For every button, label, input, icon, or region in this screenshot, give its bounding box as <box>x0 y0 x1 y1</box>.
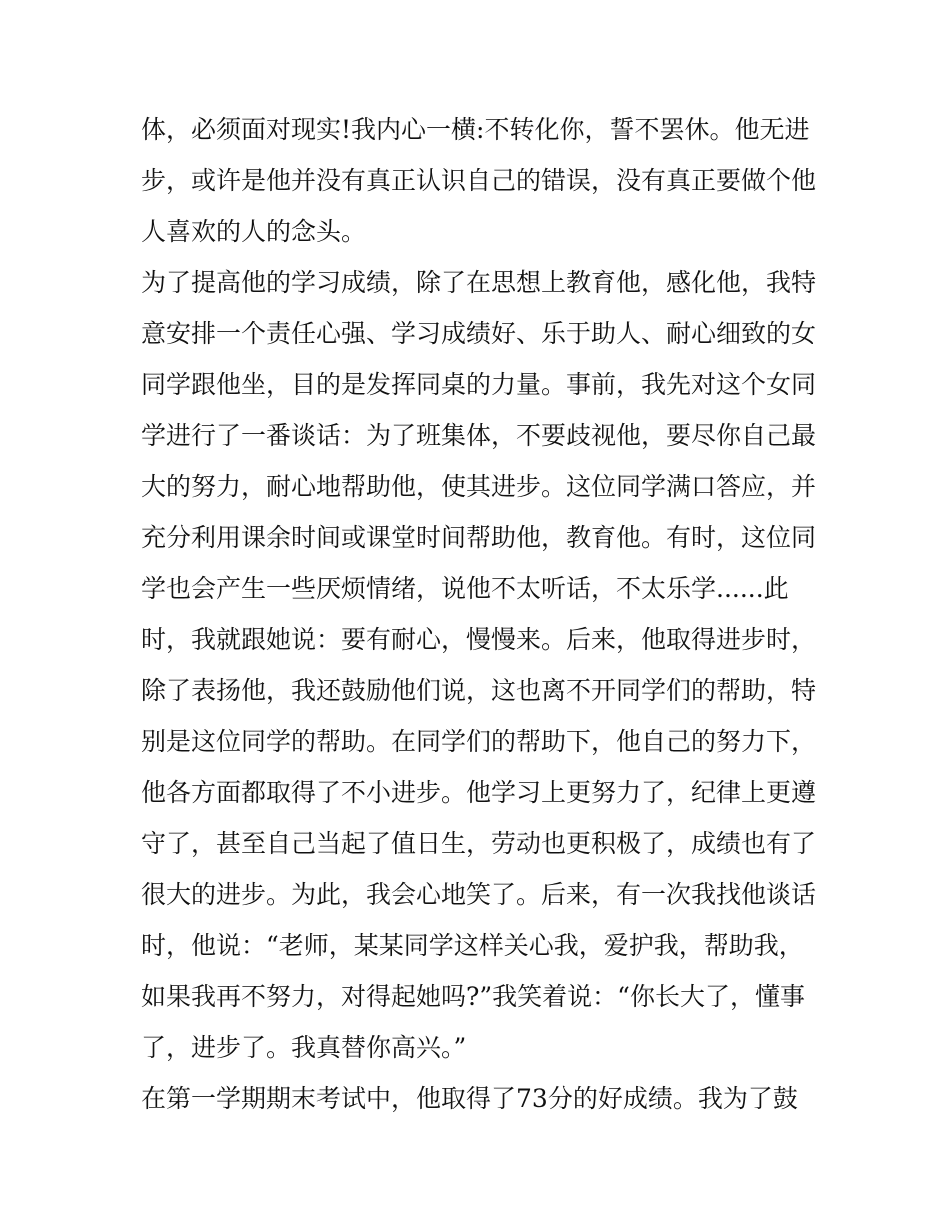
text-line: 意安排一个责任心强、学习成绩好、乐于助人、耐心细致的女 <box>141 319 817 348</box>
text-line: 同学跟他坐，目的是发挥同桌的力量。事前，我先对这个女同 <box>141 370 817 399</box>
text-line: 学进行了一番谈话：为了班集体，不要歧视他，要尽你自己最 <box>141 421 817 450</box>
text-line: 守了，甚至自己当起了值日生，劳动也更积极了，成绩也有了 <box>141 829 817 858</box>
text-line: 步，或许是他并没有真正认识自己的错误，没有真正要做个他 <box>141 166 817 195</box>
text-line: 如果我再不努力，对得起她吗?”我笑着说：“你长大了，懂事 <box>141 982 805 1011</box>
text-line: 为了提高他的学习成绩，除了在思想上教育他，感化他，我特 <box>141 268 817 297</box>
text-line: 时，我就跟她说：要有耐心，慢慢来。后来，他取得进步时， <box>141 625 817 654</box>
text-line: 别是这位同学的帮助。在同学们的帮助下，他自己的努力下， <box>141 727 817 756</box>
text-line: 充分利用课余时间或课堂时间帮助他，教育他。有时，这位同 <box>141 523 817 552</box>
text-line: 时，他说：“老师，某某同学这样关心我，爱护我，帮助我， <box>141 931 804 960</box>
text-line: 在第一学期期末考试中，他取得了73分的好成绩。我为了鼓 <box>141 1084 798 1113</box>
text-line: 除了表扬他，我还鼓励他们说，这也离不开同学们的帮助，特 <box>141 676 817 705</box>
body-text <box>141 104 816 1124</box>
text-line: 了，进步了。我真替你高兴。” <box>141 1033 467 1062</box>
text-line: 大的努力，耐心地帮助他，使其进步。这位同学满口答应，并 <box>141 472 817 501</box>
text-line: 他各方面都取得了不小进步。他学习上更努力了，纪律上更遵 <box>141 778 817 807</box>
text-line: 学也会产生一些厌烦情绪，说他不太听话，不太乐学......此 <box>141 574 789 603</box>
text-line: 体，必须面对现实!我内心一横:不转化你，誓不罢休。他无进 <box>141 115 810 144</box>
text-line: 人喜欢的人的念头。 <box>141 217 367 246</box>
text-line: 很大的进步。为此，我会心地笑了。后来，有一次我找他谈话 <box>141 880 817 909</box>
